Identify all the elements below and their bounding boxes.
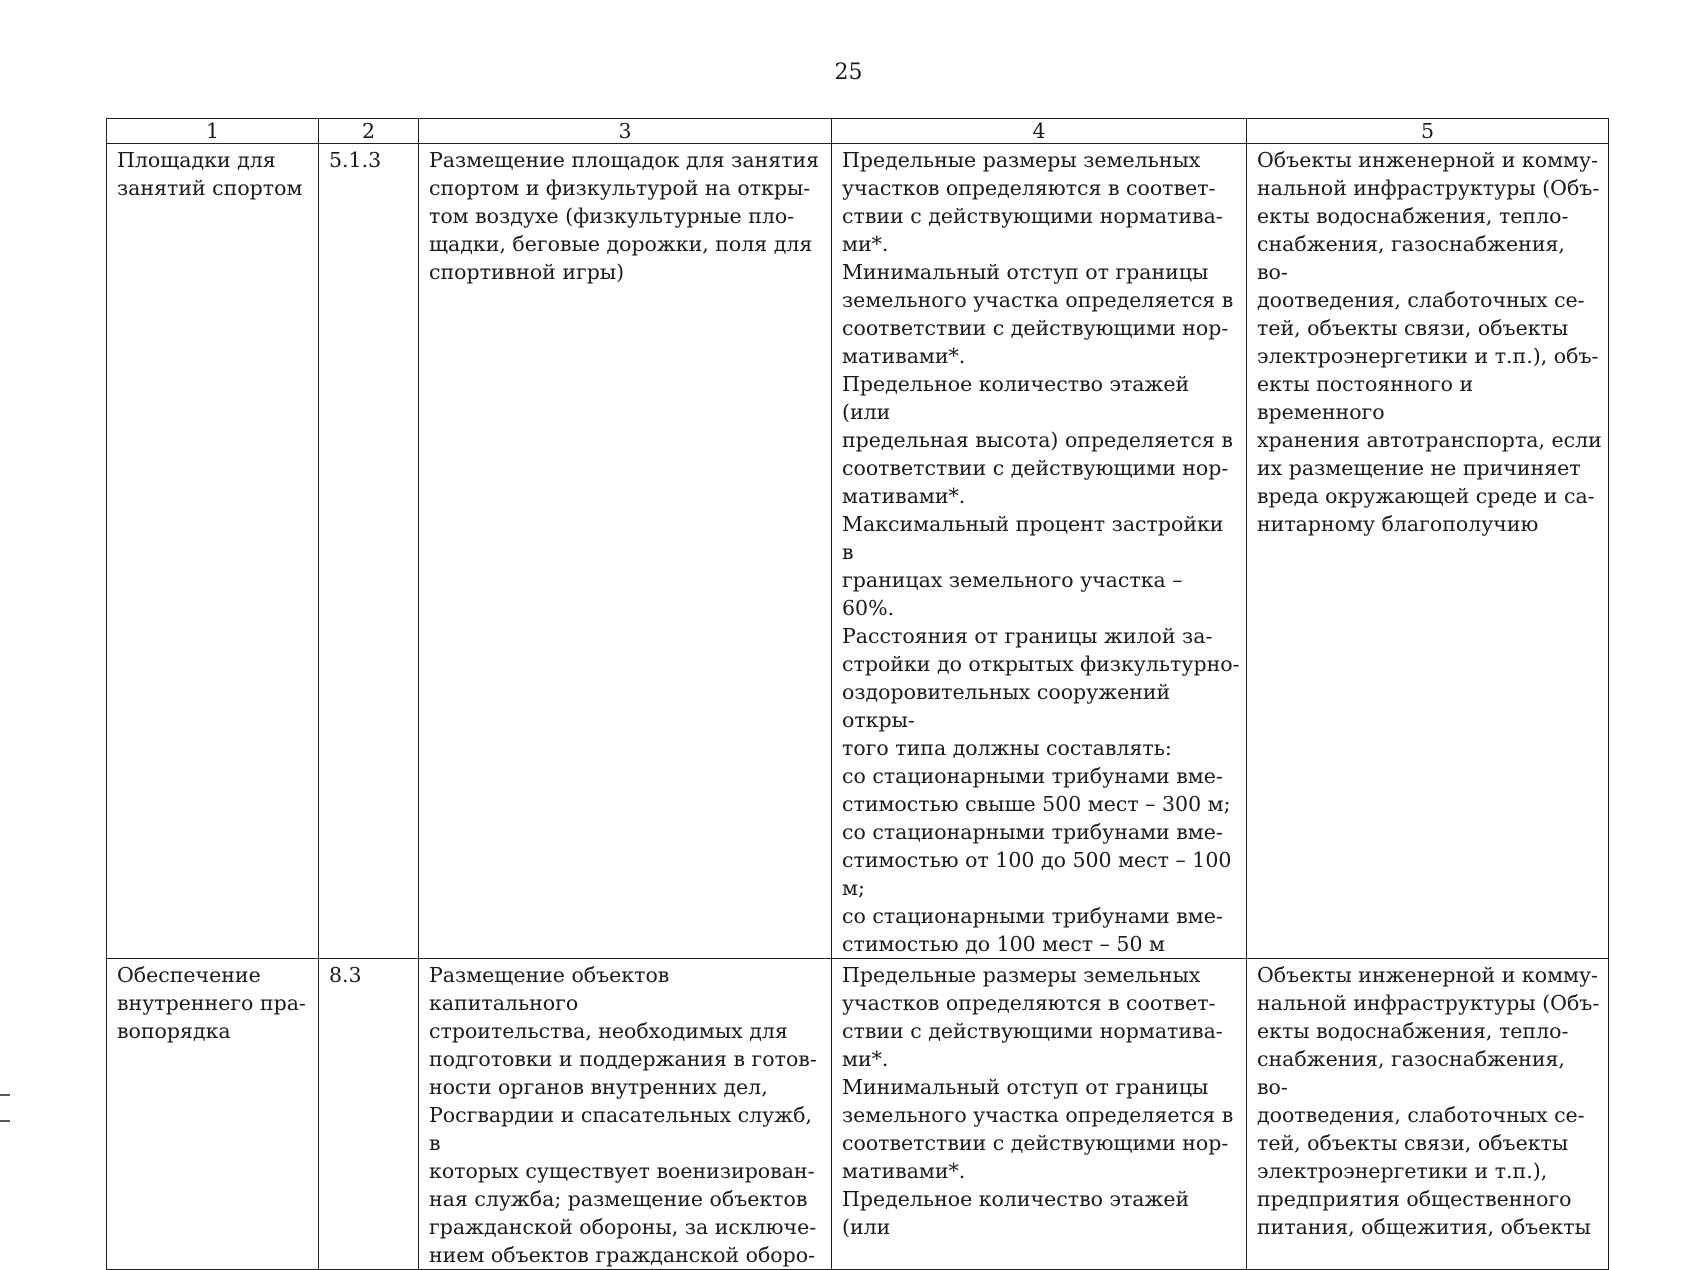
column-header: 1 [107,119,319,144]
margin-mark [0,1120,10,1122]
land-use-table [106,118,1609,1270]
building-parameters: Предельные размеры земельных участков определяются в соответ- ствии с действующими норматива- ми*. Минимальный отступ от границы земельного участка определяется в соответствии с действующими нор- мативами*. Предельное количество этажей (или предельная высота) определяется в соответствии с действующими нор- мативами*. Максимальный процент застройки в границах земельного участка – 60%. Расстояния от границы жилой за- стройки до открытых физкультурно- оздоровительных сооружений откры- того типа должны составлять: со стационарными трибунами вме- стимостью свыше 500 мест – 300 м; со стационарными трибунами вме- стимостью от 100 до 500 мест – 100 м; со стационарными трибунами вме- стимостью до 100 мест – 50 м [832,144,1247,959]
table-header-row [107,119,1609,144]
use-type-name: Обеспечение внутреннего пра- вопорядка [107,959,319,1270]
building-parameters: Предельные размеры земельных участков определяются в соответ- ствии с действующими норматива- ми*. Минимальный отступ от границы земельного участка определяется в соответствии с действующими нор- мативами*. Предельное количество этажей (или [832,959,1247,1270]
auxiliary-uses: Объекты инженерной и комму- нальной инфраструктуры (Объ- екты водоснабжения, тепло- снабжения, газоснабжения, во- доотведения, слаботочных се- тей, объекты связи, объекты электроэнергетики и т.п.), предприятия общественного питания, общежития, объекты [1247,959,1609,1270]
use-type-name: Площадки для занятий спортом [107,144,319,959]
table-row [107,144,1609,959]
margin-mark [0,1094,10,1096]
use-type-code: 5.1.3 [319,144,419,959]
page-number: 25 [834,60,863,85]
column-header: 5 [1247,119,1609,144]
auxiliary-uses: Объекты инженерной и комму- нальной инфраструктуры (Объ- екты водоснабжения, тепло- снабжения, газоснабжения, во- доотведения, слаботочных се- тей, объекты связи, объекты электроэнергетики и т.п.), объ- екты постоянного и временного хранения автотранспорта, если их размещение не причиняет вреда окружающей среде и са- нитарному благополучию [1247,144,1609,959]
column-header: 3 [419,119,832,144]
column-header: 2 [319,119,419,144]
use-type-description: Размещение площадок для занятия спортом и физкультурой на откры- том воздухе (физкультурные пло- щадки, беговые дорожки, поля для спортивной игры) [419,144,832,959]
use-type-description: Размещение объектов капитального строительства, необходимых для подготовки и поддержания в готов- ности органов внутренних дел, Росгвардии и спасательных служб, в которых существует военизирован- ная служба; размещение объектов гражданской обороны, за исключе- нием объектов гражданской оборо- [419,959,832,1270]
column-header: 4 [832,119,1247,144]
table-row [107,959,1609,1270]
use-type-code: 8.3 [319,959,419,1270]
